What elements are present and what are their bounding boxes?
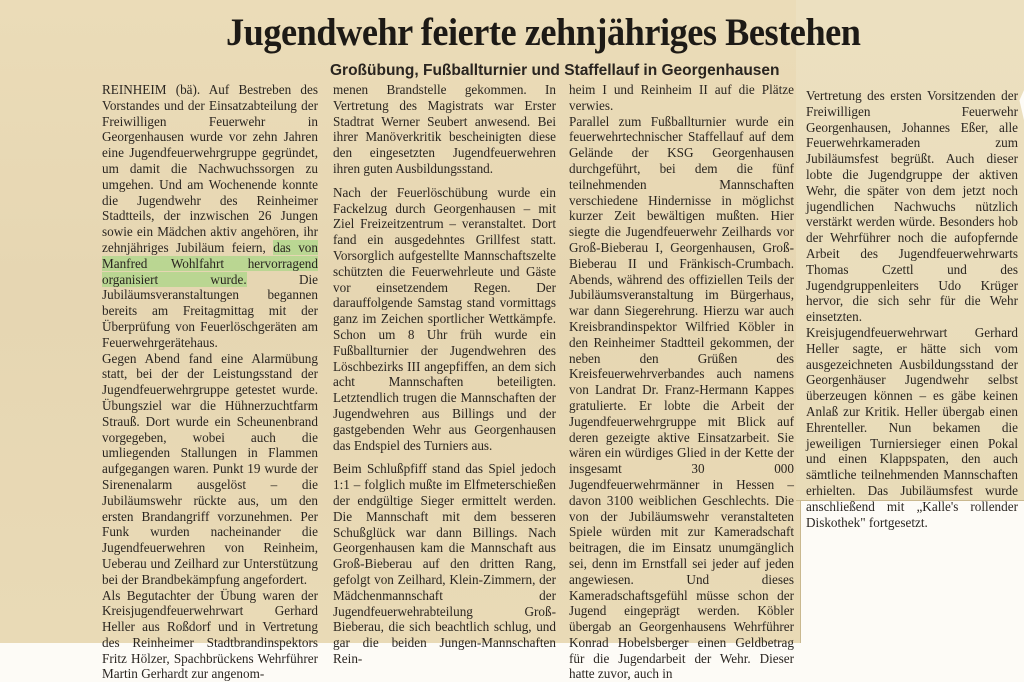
paragraph xyxy=(102,82,318,351)
paragraph: Gegen Abend fand eine Alarmübung statt, bei der der Leistungsstand der Jugendfeuerwehrgruppe getestet wurde. Übungsziel war die Hühnerzuchtfarm Strauß. Dort wurde ein Scheunenbrand vorgegeben, wobei auch die umliegenden Stallungen in Flammen aufgegangen waren. Punkt 19 wurde der Sirenenalarm ausgelöst – die Jubiläumswehr rückte aus, um den ersten Brandangriff vorzunehmen. Per Funk wurden nacheinander die Jugendfeuerwehren von Reinheim, Ueberau und Zeilhard zur Unterstützung bei der Brandbekämpfung angefordert. xyxy=(102,351,318,588)
paragraph: Beim Schlußpfiff stand das Spiel jedoch 1:1 – folglich mußte im Elfmeterschießen der endgültige Sieger ermittelt werden. Die Mannschaft mit dem besseren Schußglück war dann Billings. Nach Georgenhausen kam die Mannschaft aus Groß-Bieberau auf den dritten Rang, gefolgt von Zeilhard, Klein-Zimmern, der Mädchenmannschaft der Jugendfeuerwehrabteilung Groß-Bieberau, die sich beachtlich schlug, und gar die beiden Jungen-Mannschaften Rein- xyxy=(333,461,556,666)
paragraph: Vertretung des ersten Vorsitzenden der Freiwilligen Feuerwehr Georgenhausen, Johannes Eßer, alle Feuerwehrkameraden zum Jubiläumsfest begrüßt. Auch dieser lobte die Jugendgruppe der aktiven Wehr, die später von dem jetzt noch jugendlichen Nachwuchs nützlich verstärkt werden würde. Besonders hob der Wehrführer noch die aufopfernde Arbeit des Jugendfeuerwehrwarts Thomas Czettl und des Jugendgruppenleiters Udo Krüger hervor, die sich sehr für die Wehr einsetzten. xyxy=(806,88,1018,325)
paragraph: Kreisjugendfeuerwehrwart Gerhard Heller sagte, er hätte sich vom ausgezeichneten Ausbildungsstand der Georgenhäuser Jugendwehr selbst überzeugen können – es gäbe keinen Anlaß zur Kritik. Heller übergab einen Ehrenteller. Nun bekamen die jeweiligen Turniersieger einen Pokal und einen Klappspaten, den auch sämtliche teilnehmenden Mannschaften erhielten. Das Jubiläumsfest wurde anschließend mit „Kalle's rollender Diskothek" fortgesetzt. xyxy=(806,325,1018,530)
paragraph-text: Die Jubiläumsveranstaltungen begannen bereits am Freitagmittag mit der Überprüfung von Feuerlöschgeräten am Feuerwehrgerätehaus. xyxy=(102,272,318,350)
paragraph: heim I und Reinheim II auf die Plätze verwies. xyxy=(569,82,794,114)
paragraph: Als Begutachter der Übung waren der Kreisjugendfeuerwehrwart Gerhard Heller aus Roßdorf und in Vertretung des Reinheimer Stadtbrandinspektors Fritz Hölzer, Spachbrückens Wehrführer Martin Gerhardt zur angenom- xyxy=(102,588,318,682)
article-column-4 xyxy=(806,88,1018,498)
paragraph: menen Brandstelle gekommen. In Vertretung des Magistrats war Erster Stadtrat Werner Seubert anwesend. Bei ihrer Manöverkritik bescheinigten diese den eingesetzten Jugendfeuerwehren ihren guten Ausbildungsstand. xyxy=(333,82,556,177)
paragraph-text: REINHEIM (bä). Auf Bestreben des Vorstandes und der Einsatzabteilung der Freiwilligen Feuerwehr in Georgenhausen wurde vor zehn Jahren eine Jugendfeuerwehrgruppe gegründet, um damit die Nachwuchssorgen zu umgehen. Und am Wochenende konnte die Jugendwehr des Reinheimer Stadtteils, der inzwischen 26 Jungen sowie ein Mädchen aktiv angehören, ihr zehnjähriges Jubiläum feiern, xyxy=(102,82,318,255)
article-column-3 xyxy=(569,82,794,642)
article-column-2 xyxy=(333,82,556,642)
highlighted-text: das von Manfred Wohlfahrt hervorragend organisiert wurde. xyxy=(102,240,318,287)
paragraph: Nach der Feuerlöschübung wurde ein Fackelzug durch Georgenhausen – mit Ziel Freizeitzentrum – veranstaltet. Dort fand ein ausgedehntes Grillfest statt. Vorsorglich aufgestellte Mannschaftszelte schützten die Feuerwehrleute und Gäste vor einsetzendem Regen. Der darauffolgende Samstag stand vormittags ganz im Zeichen sportlicher Wettkämpfe. Schon um 8 Uhr früh wurde ein Fußballturnier der Jugendwehren des Löschbezirks III angepfiffen, an dem sich acht Mannschaften beteiligten. Letztendlich trugen die Mannschaften der Jugendwehren aus Billings und der gastgebenden Wehr aus Georgenhausen das Endspiel des Turniers aus. xyxy=(333,185,556,454)
subheadline: Großübung, Fußballturnier und Staffellauf in Georgenhausen xyxy=(330,62,820,80)
article-column-1 xyxy=(102,82,318,642)
headline: Jugendwehr feierte zehnjähriges Bestehen xyxy=(226,10,868,55)
paragraph: Parallel zum Fußballturnier wurde ein feuerwehrtechnischer Staffellauf auf dem Gelände der KSG Georgenhausen durchgeführt, bei dem die fünf teilnehmenden Mannschaften verschiedene Hindernisse in möglichst kurzer Zeit bewältigen mußten. Hier siegte die Jugendfeuerwehr Zeilhards vor Groß-Bieberau I, Georgenhausen, Groß-Bieberau II und Fränkisch-Crumbach. Abends, während des offiziellen Teils der Jubiläumsveranstaltung im Bürgerhaus, war dann Siegerehrung. Hierzu war auch Kreisbrandinspektor Wilfried Köbler in den Reinheimer Stadtteil gekommen, der neben den Grüßen des Kreisfeuerwehrverbandes auch namens von Landrat Dr. Franz-Hermann Kappes gratulierte. Er lobte die Arbeit der Jugendfeuerwehrgruppe mit Blick auf deren gezeigte aktive Einsatzarbeit. Sie wären ein würdiges Glied in der Kette der insgesamt 30 000 Jugendfeuerwehrmänner in Hessen – davon 3100 weiblichen Geschlechts. Die von der Jubiläumswehr veranstalteten Spiele würden mit zur Kameradschaft beitragen, die im Einsatz unumgänglich sei, denn im Ernstfall sei jeder auf jeden angewiesen. Und dieses Kameradschaftsgefühl müsse schon der Jugend eingeprägt werden. Köbler übergab an Georgenhausens Wehrführer Konrad Hobelsberger einen Geldbetrag für die Jugendarbeit der Wehr. Dieser hatte zuvor, auch in xyxy=(569,114,794,682)
